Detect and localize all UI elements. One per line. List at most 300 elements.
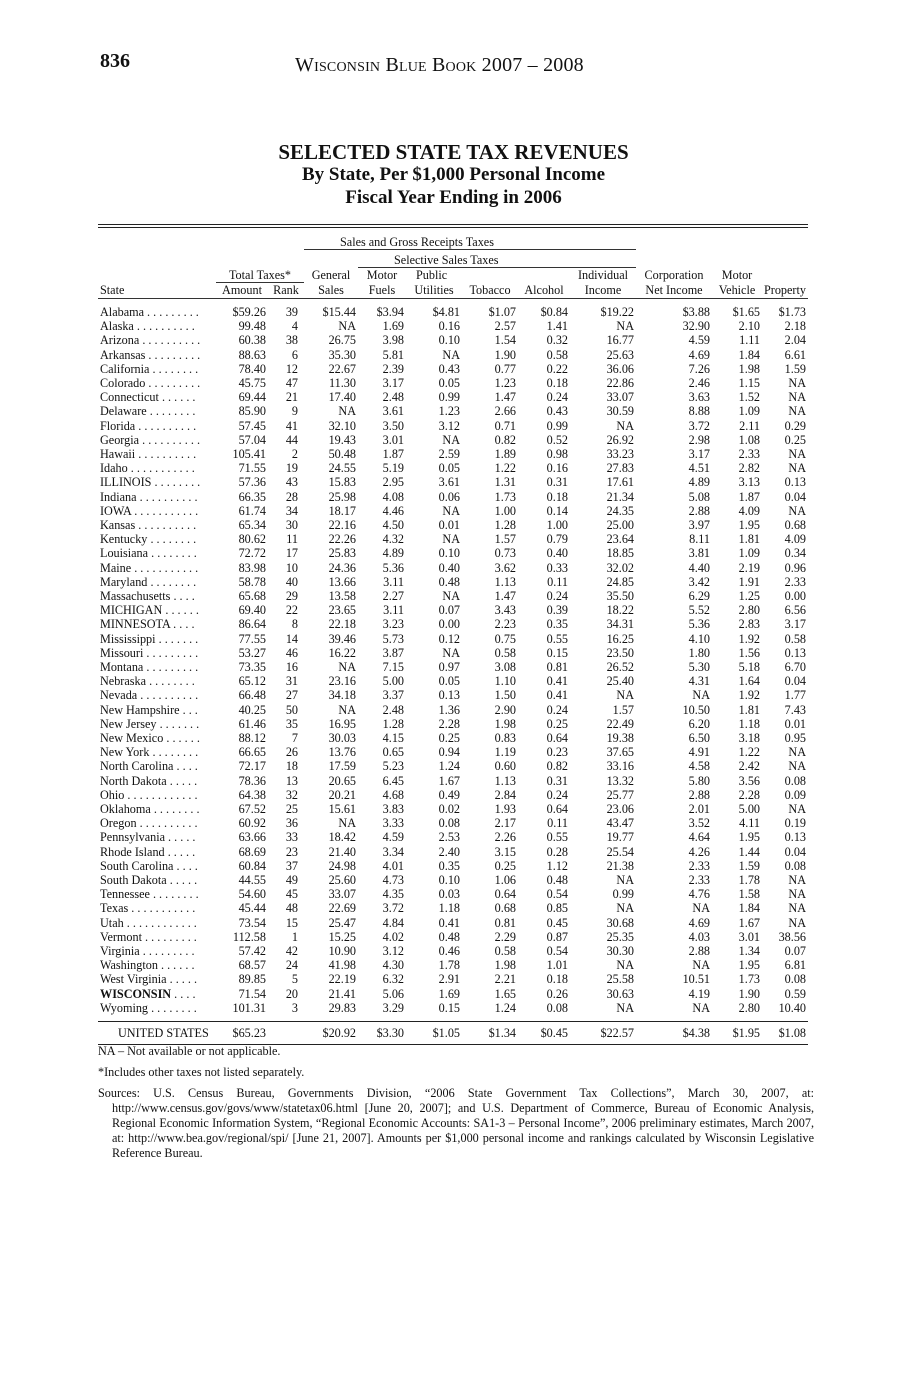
property-cell: 0.07	[784, 944, 806, 959]
individual-income-cell: 34.31	[606, 617, 634, 632]
public-utilities-cell: 3.12	[438, 418, 460, 433]
amount-cell: 89.85	[238, 972, 266, 987]
title-line-3: Fiscal Year Ending in 2006	[345, 187, 562, 208]
state-cell	[98, 376, 216, 390]
corporation-net-income-cell: 4.91	[688, 745, 710, 760]
header-row-1	[98, 232, 808, 250]
leader-dots: . . . . . . . . . .	[139, 489, 198, 504]
property-cell: 6.56	[784, 603, 806, 618]
state-name: Arizona	[100, 333, 140, 348]
public-utilities-cell: 1.18	[438, 901, 460, 916]
us-total-tobacco: $1.34	[462, 1022, 518, 1045]
property-cell: 0.08	[784, 858, 806, 873]
individual-income-cell: 27.83	[606, 461, 634, 476]
amount-cell: 86.64	[238, 617, 266, 632]
general-sales-cell: 17.59	[328, 759, 356, 774]
public-utilities-cell: 0.49	[438, 787, 460, 802]
leader-dots: . . . . . . . . .	[147, 304, 199, 319]
leader-dots: . . .	[182, 702, 198, 717]
state-name: California	[100, 361, 150, 376]
motor-vehicle-cell: 1.78	[738, 873, 760, 888]
public-utilities-cell: 0.06	[438, 489, 460, 504]
us-total-individual-income: $22.57	[570, 1022, 636, 1045]
individual-income-cell: 19.38	[606, 731, 634, 745]
property-cell: 4.09	[784, 532, 806, 547]
public-utilities-cell: 0.46	[438, 944, 460, 959]
amount-cell: 99.48	[238, 319, 266, 334]
state-name: IOWA	[100, 503, 132, 518]
alcohol-cell: 0.14	[546, 503, 568, 518]
alcohol-cell: 0.31	[546, 475, 568, 490]
table-row	[98, 717, 808, 731]
motor-fuels-cell: 3.50	[382, 418, 404, 433]
state-name: West Virginia	[100, 972, 167, 987]
individual-income-cell: 21.34	[606, 489, 634, 504]
property-cell: NA	[788, 390, 806, 405]
leader-dots: . . . . . . . . . .	[136, 319, 195, 334]
property-cell: NA	[788, 375, 806, 390]
individual-income-cell: NA	[616, 319, 634, 334]
table-row	[98, 348, 808, 362]
us-total-public-utilities: $1.05	[406, 1022, 462, 1045]
property-cell: 0.34	[784, 546, 806, 561]
general-sales-cell: NA	[338, 404, 356, 419]
corporation-net-income-cell: NA	[692, 958, 710, 973]
property-cell: 6.81	[784, 958, 806, 973]
amount-cell: 69.44	[238, 390, 266, 405]
public-utilities-cell: 0.40	[438, 560, 460, 575]
header-public-utilities-2: Utilities	[406, 282, 462, 298]
property-cell: 6.61	[784, 347, 806, 362]
tobacco-cell: 0.71	[494, 418, 516, 433]
rank-cell: 29	[285, 588, 298, 603]
corporation-net-income-cell: 3.52	[688, 816, 710, 831]
public-utilities-cell: 0.12	[438, 631, 460, 646]
amount-cell: 60.92	[238, 816, 266, 831]
amount-cell: 112.58	[232, 929, 266, 944]
table-row	[98, 873, 808, 887]
corporation-net-income-cell: 6.50	[688, 731, 710, 745]
amount-cell: 73.54	[238, 915, 266, 930]
tobacco-cell: 0.25	[494, 858, 516, 873]
header-row-4	[98, 282, 808, 298]
general-sales-cell: 21.41	[328, 986, 356, 1001]
alcohol-cell: 0.11	[547, 574, 568, 589]
amount-cell: 57.04	[238, 432, 266, 447]
title-line-1: SELECTED STATE TAX REVENUES	[278, 140, 629, 164]
individual-income-cell: 25.35	[606, 929, 634, 944]
rank-cell: 6	[291, 347, 298, 362]
motor-fuels-cell: 3.37	[382, 688, 404, 703]
leader-dots: . . . . .	[167, 844, 196, 859]
general-sales-cell: 16.95	[328, 716, 356, 731]
individual-income-cell: NA	[616, 958, 634, 973]
motor-vehicle-cell: 1.22	[738, 745, 760, 760]
individual-income-cell: 13.32	[606, 773, 634, 788]
state-name: New York	[100, 745, 150, 760]
leader-dots: . . . . . . . .	[153, 802, 200, 817]
alcohol-cell: 0.23	[546, 745, 568, 760]
general-sales-cell: 23.65	[328, 603, 356, 618]
individual-income-cell: 30.63	[606, 986, 634, 1001]
state-name: North Carolina	[100, 759, 174, 774]
motor-fuels-cell: 4.50	[382, 517, 404, 532]
header-group-selective: Selective Sales Taxes	[358, 250, 636, 268]
motor-fuels-cell: 3.11	[383, 603, 404, 618]
state-name: WISCONSIN	[100, 986, 172, 1001]
general-sales-cell: 32.10	[328, 418, 356, 433]
state-cell	[98, 1001, 216, 1015]
amount-cell: 60.38	[238, 333, 266, 348]
state-name: Nebraska	[100, 674, 147, 689]
state-name: Massachusetts	[100, 588, 171, 603]
table-row	[98, 944, 808, 958]
state-name: Kansas	[100, 517, 136, 532]
leader-dots: . . . . . . . . . . . .	[127, 787, 198, 802]
alcohol-cell: 0.54	[546, 887, 568, 902]
individual-income-cell: 21.38	[606, 858, 634, 873]
leader-dots: . . . . . . . .	[151, 1000, 197, 1015]
amount-cell: 57.42	[238, 944, 266, 959]
individual-income-cell: 23.64	[606, 532, 634, 547]
tobacco-cell: 1.00	[494, 503, 516, 518]
motor-fuels-cell: 3.34	[382, 844, 404, 859]
public-utilities-cell: NA	[442, 588, 460, 603]
state-cell	[98, 433, 216, 447]
motor-vehicle-cell: 4.11	[739, 816, 760, 831]
motor-vehicle-cell: 1.11	[739, 333, 760, 348]
individual-income-cell: 0.99	[612, 887, 634, 902]
state-rows	[98, 305, 808, 1015]
leader-dots: . . . . . . . .	[150, 532, 197, 547]
tobacco-cell: 0.82	[494, 432, 516, 447]
state-name: Alabama	[100, 304, 144, 319]
table-row	[98, 589, 808, 603]
tobacco-cell: 0.58	[494, 645, 516, 660]
table-row	[98, 404, 808, 418]
amount-cell: 77.55	[238, 631, 266, 646]
motor-fuels-cell: 4.01	[382, 858, 404, 873]
corporation-net-income-cell: 2.46	[688, 375, 710, 390]
individual-income-cell: NA	[616, 1000, 634, 1015]
public-utilities-cell: 2.28	[438, 716, 460, 731]
header-motor-vehicle-1: Motor	[721, 268, 753, 282]
motor-fuels-cell: 2.48	[382, 390, 404, 405]
general-sales-cell: $15.44	[322, 304, 356, 319]
corporation-net-income-cell: 2.88	[688, 503, 710, 518]
tobacco-cell: 3.43	[494, 603, 516, 618]
amount-cell: 57.36	[238, 475, 266, 490]
header-individual-1: Individual	[577, 268, 629, 282]
motor-fuels-cell: 4.15	[382, 731, 404, 745]
corporation-net-income-cell: 3.63	[688, 390, 710, 405]
state-name: Kentucky	[100, 532, 148, 547]
motor-fuels-cell: 5.36	[382, 560, 404, 575]
public-utilities-cell: 0.48	[438, 929, 460, 944]
motor-fuels-cell: 4.30	[382, 958, 404, 973]
table-row	[98, 433, 808, 447]
corporation-net-income-cell: 2.01	[688, 802, 710, 817]
rank-cell: 23	[285, 844, 298, 859]
state-cell	[98, 717, 216, 731]
corporation-net-income-cell: 4.69	[688, 347, 710, 362]
motor-vehicle-cell: 5.00	[738, 802, 760, 817]
leader-dots: . . . . . . . .	[150, 574, 197, 589]
property-cell: NA	[788, 461, 806, 476]
motor-vehicle-cell: 2.19	[738, 560, 760, 575]
leader-dots: . . . . . . . . . .	[142, 432, 200, 447]
general-sales-cell: 20.65	[328, 773, 356, 788]
alcohol-cell: 1.41	[546, 319, 568, 334]
property-cell: 0.58	[784, 631, 806, 646]
header-corporation-1: Corporation	[644, 268, 704, 282]
motor-vehicle-cell: 2.80	[738, 1000, 760, 1015]
motor-fuels-cell: 3.83	[382, 802, 404, 817]
motor-vehicle-cell: 1.92	[738, 688, 760, 703]
alcohol-cell: 0.08	[546, 1000, 568, 1015]
state-cell	[98, 390, 216, 404]
motor-vehicle-cell: 1.59	[738, 858, 760, 873]
motor-fuels-cell: 5.19	[382, 461, 404, 476]
state-cell	[98, 617, 216, 631]
tobacco-cell: 1.31	[494, 475, 516, 490]
general-sales-cell: 16.22	[328, 645, 356, 660]
public-utilities-cell: 0.13	[438, 688, 460, 703]
amount-cell: 45.75	[238, 375, 266, 390]
state-name: New Mexico	[100, 731, 164, 745]
property-cell: NA	[788, 446, 806, 461]
rank-cell: 50	[285, 702, 298, 717]
individual-income-cell: NA	[616, 688, 634, 703]
motor-vehicle-cell: 1.84	[738, 901, 760, 916]
public-utilities-cell: 2.59	[438, 446, 460, 461]
amount-cell: 83.98	[238, 560, 266, 575]
rank-cell: 38	[285, 333, 298, 348]
motor-fuels-cell: 3.87	[382, 645, 404, 660]
state-name: Arkansas	[100, 347, 146, 362]
amount-cell: 72.72	[238, 546, 266, 561]
motor-vehicle-cell: 1.58	[738, 887, 760, 902]
tobacco-cell: $1.07	[488, 304, 516, 319]
alcohol-cell: 0.64	[546, 731, 568, 745]
amount-cell: 58.78	[238, 574, 266, 589]
general-sales-cell: 15.61	[328, 802, 356, 817]
state-name: Missouri	[100, 645, 144, 660]
leader-dots: . . . . . . . . .	[146, 645, 199, 660]
tobacco-cell: 0.58	[494, 944, 516, 959]
tobacco-cell: 0.83	[494, 731, 516, 745]
state-cell	[98, 774, 216, 788]
rank-cell: 46	[285, 645, 298, 660]
public-utilities-cell: NA	[442, 532, 460, 547]
alcohol-cell: 1.01	[546, 958, 568, 973]
corporation-net-income-cell: 6.29	[688, 588, 710, 603]
individual-income-cell: 25.58	[606, 972, 634, 987]
motor-vehicle-cell: 1.34	[738, 944, 760, 959]
motor-vehicle-cell: 1.92	[738, 631, 760, 646]
property-cell: NA	[788, 745, 806, 760]
header-state: State	[98, 282, 216, 298]
public-utilities-cell: 0.05	[438, 461, 460, 476]
state-name: Indiana	[100, 489, 137, 504]
motor-vehicle-cell: 4.09	[738, 503, 760, 518]
motor-fuels-cell: 1.69	[382, 319, 404, 334]
general-sales-cell: 15.83	[328, 475, 356, 490]
corporation-net-income-cell: 4.40	[688, 560, 710, 575]
public-utilities-cell: 1.69	[438, 986, 460, 1001]
rank-cell: 35	[285, 716, 298, 731]
general-sales-cell: 26.75	[328, 333, 356, 348]
rank-cell: 1	[291, 929, 298, 944]
state-cell	[98, 589, 216, 603]
public-utilities-cell: 0.07	[438, 603, 460, 618]
general-sales-cell: 22.19	[328, 972, 356, 987]
state-cell	[98, 333, 216, 347]
leader-dots: . . . . . . . .	[152, 887, 199, 902]
rank-cell: 48	[285, 901, 298, 916]
state-cell	[98, 759, 216, 773]
corporation-net-income-cell: 4.10	[688, 631, 710, 646]
general-sales-cell: NA	[338, 659, 356, 674]
property-cell: 0.04	[784, 674, 806, 689]
corporation-net-income-cell: 5.30	[688, 659, 710, 674]
corporation-net-income-cell: 3.17	[688, 446, 710, 461]
header-alcohol: Alcohol	[518, 282, 570, 298]
tobacco-cell: 1.98	[494, 958, 516, 973]
amount-cell: 54.60	[238, 887, 266, 902]
alcohol-cell: 0.31	[546, 773, 568, 788]
tobacco-cell: 3.08	[494, 659, 516, 674]
property-cell: 10.40	[778, 1000, 806, 1015]
general-sales-cell: 23.16	[328, 674, 356, 689]
state-name: Oregon	[100, 816, 137, 831]
property-cell: 1.59	[784, 361, 806, 376]
table-row	[98, 447, 808, 461]
corporation-net-income-cell: 4.51	[688, 461, 710, 476]
state-name: Vermont	[100, 929, 142, 944]
state-cell	[98, 788, 216, 802]
motor-vehicle-cell: 2.83	[738, 617, 760, 632]
individual-income-cell: 43.47	[606, 816, 634, 831]
motor-vehicle-cell: 1.81	[738, 532, 760, 547]
individual-income-cell: 26.92	[606, 432, 634, 447]
public-utilities-cell: 0.05	[438, 674, 460, 689]
state-name: Georgia	[100, 432, 140, 447]
individual-income-cell: 25.54	[606, 844, 634, 859]
state-name: Mississippi	[100, 631, 156, 646]
property-cell: 0.19	[784, 816, 806, 831]
corporation-net-income-cell: 4.64	[688, 830, 710, 845]
tobacco-cell: 0.68	[494, 901, 516, 916]
general-sales-cell: NA	[338, 702, 356, 717]
individual-income-cell: 22.86	[606, 375, 634, 390]
state-name: Washington	[100, 958, 158, 973]
individual-income-cell: 33.16	[606, 759, 634, 774]
table-row	[98, 745, 808, 759]
state-name: Rhode Island	[100, 844, 165, 859]
corporation-net-income-cell: 10.51	[682, 972, 710, 987]
motor-vehicle-cell: 1.73	[738, 972, 760, 987]
tobacco-cell: 1.47	[494, 390, 516, 405]
amount-cell: 68.69	[238, 844, 266, 859]
header-motor-fuels-2: Fuels	[358, 282, 406, 298]
table-row	[98, 532, 808, 546]
table-row	[98, 930, 808, 944]
table-row	[98, 305, 808, 319]
alcohol-cell: 0.54	[546, 944, 568, 959]
alcohol-cell: 0.15	[546, 645, 568, 660]
tobacco-cell: 1.23	[494, 375, 516, 390]
motor-vehicle-cell: 1.98	[738, 361, 760, 376]
property-cell: 0.04	[784, 844, 806, 859]
corporation-net-income-cell: 32.90	[682, 319, 710, 334]
public-utilities-cell: 2.53	[438, 830, 460, 845]
rank-cell: 45	[285, 887, 298, 902]
state-cell	[98, 319, 216, 333]
table-row	[98, 632, 808, 646]
tobacco-cell: 0.77	[494, 361, 516, 376]
us-total-general-sales: $20.92	[304, 1022, 358, 1045]
amount-cell: 61.46	[238, 716, 266, 731]
table-row	[98, 887, 808, 901]
state-name: Connecticut	[100, 390, 159, 405]
general-sales-cell: 24.36	[328, 560, 356, 575]
motor-fuels-cell: 3.11	[383, 574, 404, 589]
rank-cell: 27	[285, 688, 298, 703]
amount-cell: 88.12	[238, 731, 266, 745]
public-utilities-cell: 0.43	[438, 361, 460, 376]
alcohol-cell: 0.11	[547, 816, 568, 831]
motor-vehicle-cell: 2.33	[738, 446, 760, 461]
leader-dots: . . . . . .	[165, 603, 199, 618]
public-utilities-cell: 1.67	[438, 773, 460, 788]
alcohol-cell: 0.43	[546, 404, 568, 419]
rank-cell: 31	[285, 674, 298, 689]
alcohol-cell: 0.98	[546, 446, 568, 461]
leader-dots: . . . . . . . . . .	[140, 688, 199, 703]
motor-fuels-cell: 0.65	[382, 745, 404, 760]
alcohol-cell: 0.18	[546, 972, 568, 987]
leader-dots: . . . . . . . . . .	[138, 517, 197, 532]
motor-vehicle-cell: 1.44	[738, 844, 760, 859]
state-name: Louisiana	[100, 546, 149, 561]
individual-income-cell: 33.23	[606, 446, 634, 461]
individual-income-cell: 37.65	[606, 745, 634, 760]
alcohol-cell: 0.26	[546, 986, 568, 1001]
tobacco-cell: 1.50	[494, 688, 516, 703]
motor-vehicle-cell: 1.09	[738, 404, 760, 419]
tobacco-cell: 2.57	[494, 319, 516, 334]
alcohol-cell: 0.58	[546, 347, 568, 362]
public-utilities-cell: 0.94	[438, 745, 460, 760]
state-name: Florida	[100, 418, 136, 433]
state-name: North Dakota	[100, 773, 167, 788]
motor-fuels-cell: $3.94	[376, 304, 404, 319]
general-sales-cell: 21.40	[328, 844, 356, 859]
public-utilities-cell: 0.10	[438, 546, 460, 561]
amount-cell: 66.35	[238, 489, 266, 504]
rank-cell: 34	[285, 503, 298, 518]
tobacco-cell: 2.66	[494, 404, 516, 419]
individual-income-cell: 33.07	[606, 390, 634, 405]
rank-cell: 28	[285, 489, 298, 504]
leader-dots: . . . . . . . . .	[146, 659, 199, 674]
public-utilities-cell: 0.05	[438, 375, 460, 390]
leader-dots: . . . . . . .	[159, 716, 200, 731]
state-cell	[98, 362, 216, 376]
corporation-net-income-cell: 10.50	[682, 702, 710, 717]
amount-cell: 71.54	[238, 986, 266, 1001]
